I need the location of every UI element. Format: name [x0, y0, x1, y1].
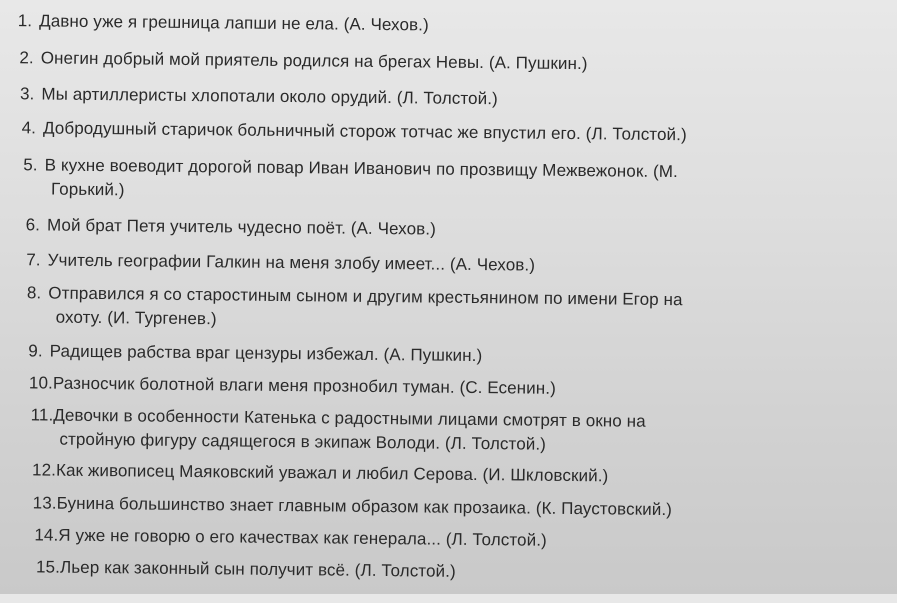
- list-item-12: [32, 458, 609, 488]
- list-item-8: [27, 281, 683, 336]
- list-item-11: [30, 403, 646, 457]
- list-item-13: [33, 491, 672, 522]
- item-number: 14.: [34, 525, 59, 545]
- list-item-2: [19, 46, 587, 76]
- item-text: Льер как законный сын получит всё. (Л. Толстой.): [59, 557, 456, 581]
- item-text-continuation: Горький.): [50, 179, 125, 200]
- item-text: Учитель географии Галкин на меня злобу имеет... (А. Чехов.): [47, 250, 536, 275]
- item-text: Отправился я со старостиным сыном и другим крестьянином по имени Егор на: [48, 283, 683, 310]
- item-number: 7.: [26, 250, 41, 270]
- item-number: 12.: [31, 460, 57, 480]
- item-number: 2.: [19, 48, 34, 68]
- item-text: Как живописец Маяковский уважал и любил Серова. (И. Шкловский.): [55, 460, 609, 486]
- item-text: Мой брат Петя учитель чудесно поёт. (А. Чехов.): [46, 215, 437, 239]
- item-number: 11.: [30, 405, 54, 425]
- list-item-6: [26, 213, 437, 241]
- list-item-3: [20, 82, 498, 111]
- list-item-5: [23, 153, 678, 208]
- item-number: 1.: [17, 11, 33, 31]
- item-number: 4.: [21, 118, 37, 138]
- item-text: В кухне воеводит дорогой повар Иван Иванович по прозвищу Межвежонок. (М.: [44, 155, 679, 182]
- item-text-continuation: стройную фигуру садящегося в экипаж Володи. (Л. Толстой.): [59, 429, 547, 454]
- list-item-7: [26, 248, 535, 277]
- item-number: 10.: [28, 373, 54, 393]
- item-text: Давно уже я грешница лапши не ела. (А. Чехов.): [39, 11, 429, 35]
- item-text: Бунина большинство знает главным образом как прозаика. (К. Паустовский.): [56, 493, 673, 520]
- item-number: 13.: [32, 493, 57, 513]
- item-number: 15.: [35, 557, 61, 577]
- item-text: Я уже не говорю о его качествах как генерала... (Л. Толстой.): [58, 525, 547, 550]
- item-text-continuation: охоту. (И. Тургенев.): [55, 307, 217, 329]
- item-number: 8.: [26, 283, 42, 303]
- item-number: 9.: [28, 341, 43, 361]
- list-item-10: [29, 371, 556, 401]
- list-item-9: [28, 339, 482, 368]
- item-text: Разносчик болотной влаги меня прознобил туман. (С. Есенин.): [52, 373, 557, 398]
- item-text: Онегин добрый мой приятель родился на брегах Невы. (А. Пушкин.): [40, 48, 588, 74]
- item-number: 6.: [25, 215, 41, 235]
- item-text: Девочки в особенности Катенька с радостными лицами смотрят в окно на: [53, 405, 646, 431]
- item-number: 5.: [23, 155, 38, 175]
- list-item-15: [36, 555, 456, 583]
- item-text: Мы артиллеристы хлопотали около орудий. (Л. Толстой.): [41, 84, 498, 109]
- list-item-14: [34, 523, 547, 552]
- item-number: 3.: [19, 84, 35, 104]
- item-text: Радищев рабства враг цензуры избежал. (А. Пушкин.): [49, 341, 483, 366]
- item-text: Добродушный старичок больничный сторож тотчас же впустил его. (Л. Толстой.): [42, 118, 687, 145]
- list-item-4: [22, 116, 687, 147]
- list-item-1: [18, 9, 429, 37]
